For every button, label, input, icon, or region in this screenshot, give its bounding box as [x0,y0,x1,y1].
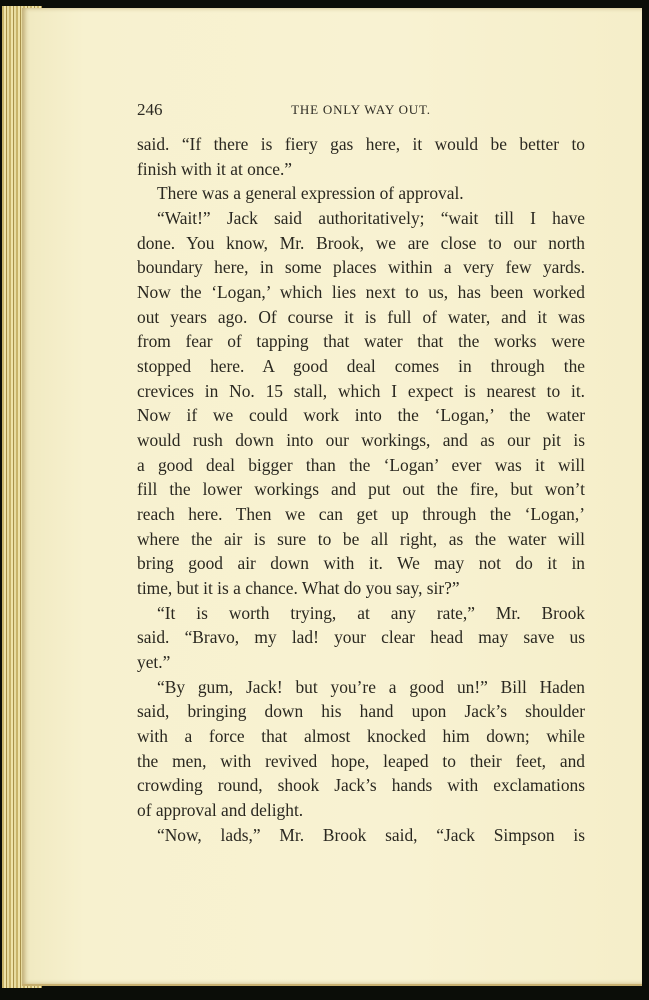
body-text [137,132,585,847]
text-line: crevices in No. 15 stall, which I expect is nearest to it. [137,380,585,401]
page-header [137,100,585,122]
text-line: “Wait!” Jack said authoritatively; “wait till I have [157,208,585,229]
running-head: THE ONLY WAY OUT. [291,102,431,117]
text-line: fill the lower workings and put out the fire, but won’t [137,479,585,500]
text-line: said. “Bravo, my lad! your clear head may save us [137,627,585,648]
text-line: where the air is sure to be all right, as the water will [137,528,585,549]
text-line: said. “If there is fiery gas here, it would be better to [137,134,585,154]
text-line: finish with it at once.” [137,158,293,179]
text-line: bring good air down with it. We may not do it in [137,553,585,574]
text-line: “It is worth trying, at any rate,” Mr. Brook [157,602,585,623]
text-line: “By gum, Jack! but you’re a good un!” Bill Haden [157,676,585,697]
text-line: reach here. Then we can get up through the ‘Logan,’ [137,504,585,525]
text-line: stopped here. A good deal comes in through the [137,356,585,377]
text-line: done. You know, Mr. Brook, we are close to our north [137,232,585,253]
text-line: crowding round, shook Jack’s hands with exclamations [137,775,585,796]
text-line: boundary here, in some places within a very few yards. [137,257,585,278]
text-line: time, but it is a chance. What do you say, sir?” [137,578,460,599]
text-line: said, bringing down his hand upon Jack’s shoulder [137,701,585,722]
text-line: “Now, lads,” Mr. Brook said, “Jack Simpson is [157,824,585,845]
text-line: of approval and delight. [137,800,304,821]
text-line: a good deal bigger than the ‘Logan’ ever was it will [137,454,585,475]
text-line: yet.” [137,652,171,673]
text-line: would rush down into our workings, and as our pit is [137,430,585,451]
text-line: Now if we could work into the ‘Logan,’ the water [137,405,585,426]
text-line: from fear of tapping that water that the works were [137,331,585,352]
page-number: 246 [137,100,163,119]
text-line: There was a general expression of approval. [157,183,464,204]
text-line: Now the ‘Logan,’ which lies next to us, has been worked [137,282,585,303]
text-line: with a force that almost knocked him down; while [137,726,585,747]
text-line: the men, with revived hope, leaped to their feet, and [137,750,585,771]
text-line: out years ago. Of course it is full of water, and it was [137,306,585,327]
